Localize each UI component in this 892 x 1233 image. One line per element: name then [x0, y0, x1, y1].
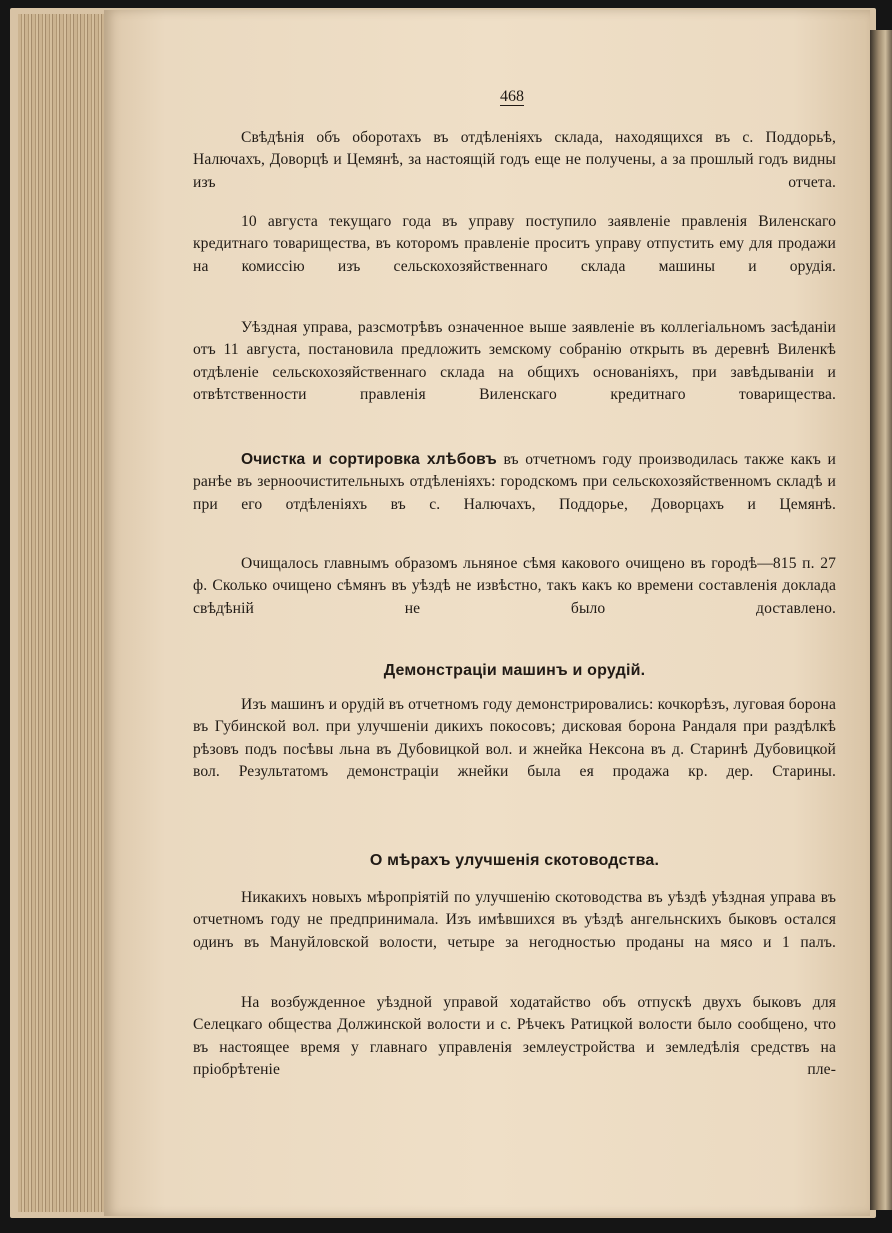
section-heading-cattle: О мѣрахъ улучшенія скотоводства. — [369, 852, 660, 869]
paragraph-3 — [193, 317, 836, 407]
paragraph-1-text: Свѣдѣнія объ оборотахъ въ отдѣленіяхъ склада, находящихся въ с. Поддорьѣ, Налючахъ, Доворцѣ и Цемянѣ, за настоящій годъ еще не получены, а за прошлый годъ видны изъ отчета. — [193, 129, 836, 191]
paragraph-cattle-2 — [193, 992, 836, 1082]
paragraph-3-text: Уѣздная управа, разсмотрѣвъ означенное выше заявленіе въ коллегіальномъ засѣданіи отъ 11 августа, постановила предложить земскому собранію открыть въ деревнѣ Виленкѣ отдѣленіе сельскохозяйственнаго склада на общихъ основаніяхъ, при завѣдываніи и отвѣтственности правленія Виленскаго кредитнаго товарищества. — [193, 319, 836, 404]
paragraph-cattle-1 — [193, 887, 836, 954]
paragraph-4 — [193, 449, 836, 516]
paragraph-2 — [193, 211, 836, 278]
paragraph-2-text: 10 августа текущаго года въ управу поступило заявленіе правленія Виленскаго кредитнаго товарищества, въ которомъ правленіе проситъ управу отпустить ему для продажи на комиссію изъ сельскохозяйственнаго склада машины и орудія. — [193, 213, 836, 275]
section-heading-machines: Демонстраціи машинъ и орудій. — [383, 662, 646, 679]
paragraph-machines — [193, 694, 836, 784]
paragraph-5-text: Очищалось главнымъ образомъ льняное сѣмя какового очищено въ городѣ—815 п. 27 ф. Сколько очищено сѣмянъ въ уѣздѣ не извѣстно, такъ какъ ко времени составленія доклада свѣдѣній не было доставлено. — [193, 555, 836, 617]
paragraph-machines-text: Изъ машинъ и орудій въ отчетномъ году демонстрировались: кочкорѣзъ, луговая борона въ Губинской вол. при улучшеніи дикихъ покосовъ; дисковая борона Рандаля при раздѣлкѣ рѣзовъ подъ посѣвы льна въ Дубовицкой вол. и жнейка Нексона въ д. Старинѣ Дубовицкой вол. Результатомъ демонстраціи жнейки была ея продажа кр. дер. Старины. — [193, 696, 836, 781]
paragraph-5 — [193, 553, 836, 620]
next-page-edge — [870, 30, 892, 1210]
paragraph-1 — [193, 127, 836, 194]
page-number: 468 — [500, 88, 524, 105]
paragraph-cattle-1-text: Никакихъ новыхъ мѣропріятій по улучшенію скотоводства въ уѣздѣ уѣздная управа въ отчетномъ году не предпринимала. Изъ имѣвшихся въ уѣздѣ ангельнскихъ быковъ остался одинъ въ Мануйловской волости, четыре за негодностью проданы на мясо и 1 палъ. — [193, 889, 836, 951]
paragraph-cattle-2-text: На возбужденное уѣздной управой ходатайство объ отпускѣ двухъ быковъ для Селецкаго общества Должинской волости и с. Рѣчекъ Ратицкой волости было сообщено, что въ настоящее время у главнаго управленія землеустройства и земледѣлія средствъ на пріобрѣтеніе пле- — [193, 994, 836, 1079]
paragraph-4-text: въ отчетномъ году производилась также какъ и ранѣе въ зерноочистительныхъ отдѣленіяхъ: городскомъ при сельскохозяйственномъ складѣ и при его отдѣленіяхъ въ с. Налючахъ, Поддорье, Доворцахъ и Цемянѣ. — [193, 451, 836, 513]
page-edges — [18, 14, 108, 1212]
paragraph-4-lead: Очистка и сортировка хлѣбовъ — [241, 451, 497, 468]
